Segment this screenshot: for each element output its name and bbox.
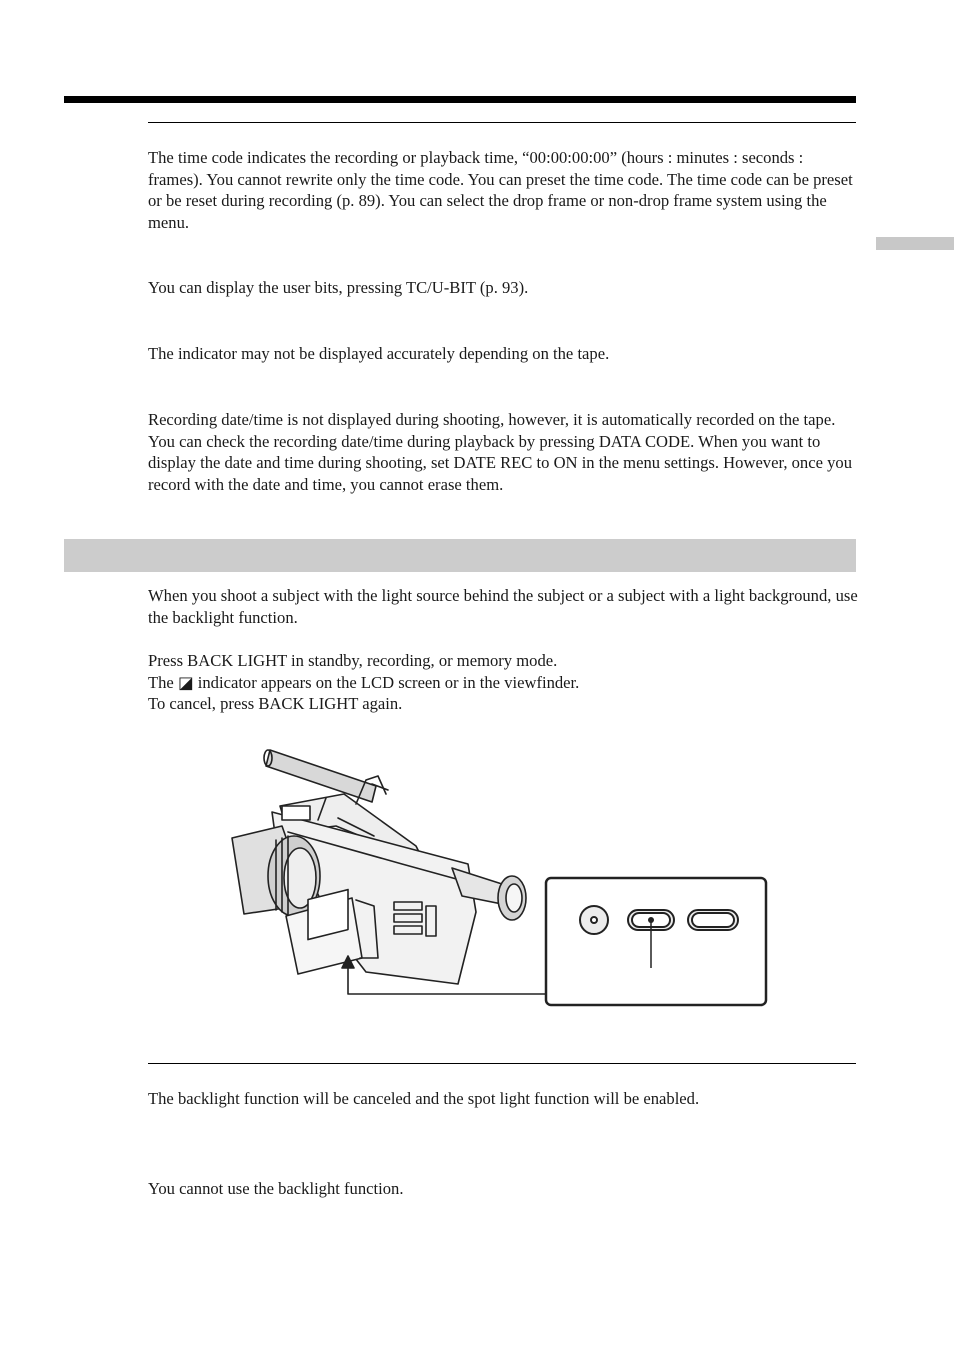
indicator-paragraph: The indicator may not be displayed accurately depending on the tape. — [148, 344, 610, 363]
backlight-intro-paragraph: When you shoot a subject with the light source behind the subject or a subject with a light background, use the backlight function. — [148, 586, 858, 627]
backlight-step: To cancel, press BACK LIGHT again. — [148, 694, 403, 714]
section-divider-top — [148, 122, 856, 123]
backlight-steps — [148, 650, 860, 715]
backlight-heading-band — [64, 539, 856, 572]
time-code-paragraph: The time code indicates the recording or playback time, “00:00:00:00” (hours : minutes : seconds : frames). You cannot rewrite only the time code. You can preset the time code. The time code can be preset or be reset during recording (p. 89). You can select the drop frame or non-drop frame system using the menu. — [148, 148, 853, 233]
backlight-step: The ◪ indicator appears on the LCD screen or in the viewfinder. — [148, 672, 580, 692]
note-paragraph: The backlight function will be canceled and the spot light function will be enabled. — [148, 1089, 700, 1108]
camcorder-illustration — [226, 736, 770, 1008]
recording-date-paragraph: Recording date/time is not displayed during shooting, however, it is automatically recorded on the tape. You can check the recording date/time during playback by pressing DATA CODE. When you want to display the date and time during shooting, set DATE REC to ON in the menu settings. However, once you record with the date and time, you cannot erase them. — [148, 410, 852, 495]
user-bits-paragraph: You can display the user bits, pressing TC/U-BIT (p. 93). — [148, 278, 529, 297]
side-index-tab — [876, 237, 954, 250]
header-rule — [64, 96, 856, 103]
note-paragraph: You cannot use the backlight function. — [148, 1179, 404, 1198]
section-divider-notes — [148, 1063, 856, 1064]
backlight-step: Press BACK LIGHT in standby, recording, or memory mode. — [148, 651, 558, 670]
